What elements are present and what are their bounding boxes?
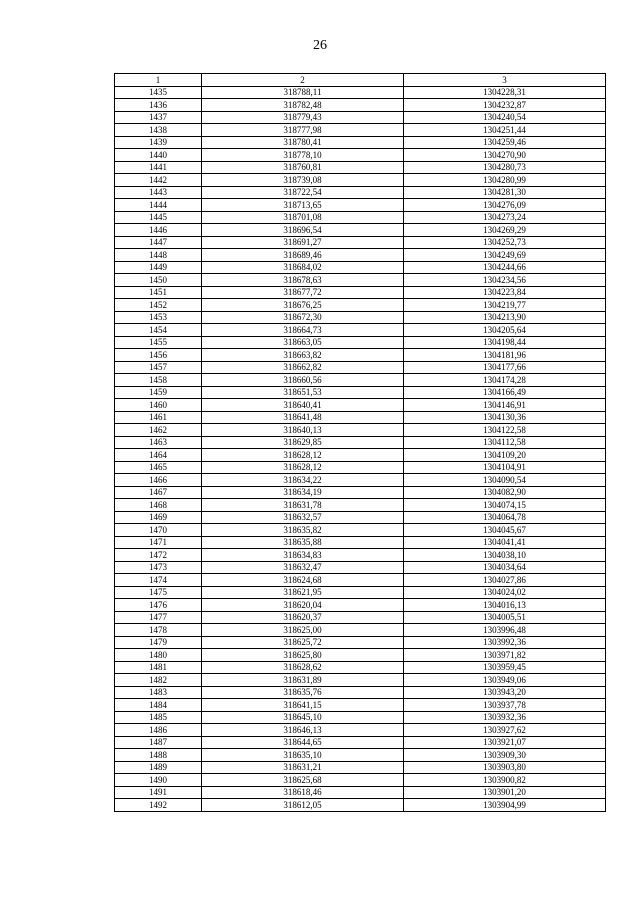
- table-cell: 1304198,44: [404, 336, 606, 349]
- table-cell: 1304104,91: [404, 461, 606, 474]
- table-cell: 318634,19: [202, 486, 404, 499]
- table-row: [115, 786, 606, 799]
- table-row: [115, 186, 606, 199]
- table-cell: 1304280,99: [404, 174, 606, 187]
- table-cell: 318778,10: [202, 149, 404, 162]
- table-cell: 318701,08: [202, 211, 404, 224]
- table-cell: 318689,46: [202, 249, 404, 262]
- table-cell: 318634,22: [202, 474, 404, 487]
- table-cell: 318628,12: [202, 461, 404, 474]
- table-cell: 318625,72: [202, 636, 404, 649]
- table-cell: 318641,48: [202, 411, 404, 424]
- table-cell: 1303949,06: [404, 674, 606, 687]
- table-cell: 1473: [115, 561, 202, 574]
- table-cell: 318628,12: [202, 449, 404, 462]
- table-cell: 1303901,20: [404, 786, 606, 799]
- table-cell: 1304219,77: [404, 299, 606, 312]
- table-cell: 1304074,15: [404, 499, 606, 512]
- table-row: [115, 261, 606, 274]
- table-row: [115, 724, 606, 737]
- table-row: [115, 336, 606, 349]
- table-cell: 318646,13: [202, 724, 404, 737]
- table-cell: 1304130,36: [404, 411, 606, 424]
- table-row: [115, 736, 606, 749]
- table-cell: 1304064,78: [404, 511, 606, 524]
- table-row: [115, 611, 606, 624]
- table-row: [115, 411, 606, 424]
- table-row: [115, 374, 606, 387]
- table-cell: 318640,41: [202, 399, 404, 412]
- table-cell: 318635,76: [202, 686, 404, 699]
- table-row: [115, 499, 606, 512]
- table-cell: 318631,21: [202, 761, 404, 774]
- table-cell: 1464: [115, 449, 202, 462]
- table-row: [115, 474, 606, 487]
- table-cell: 1303900,82: [404, 774, 606, 787]
- table-cell: 318625,00: [202, 624, 404, 637]
- table-cell: 1445: [115, 211, 202, 224]
- table-cell: 1472: [115, 549, 202, 562]
- table-cell: 1459: [115, 386, 202, 399]
- table-row: [115, 524, 606, 537]
- table-cell: 318612,05: [202, 799, 404, 812]
- table-cell: 1439: [115, 136, 202, 149]
- table-row: [115, 686, 606, 699]
- table-row: [115, 774, 606, 787]
- table-cell: 1437: [115, 111, 202, 124]
- table-cell: 1304166,49: [404, 386, 606, 399]
- table-cell: 318677,72: [202, 286, 404, 299]
- table-cell: 1486: [115, 724, 202, 737]
- table-header: [115, 74, 606, 87]
- table-cell: 1304016,13: [404, 599, 606, 612]
- table-cell: 1476: [115, 599, 202, 612]
- table-cell: 1455: [115, 336, 202, 349]
- table-cell: 318621,95: [202, 586, 404, 599]
- table-cell: 318628,62: [202, 661, 404, 674]
- table-row: [115, 649, 606, 662]
- table-cell: 1304174,28: [404, 374, 606, 387]
- table-cell: 1304223,84: [404, 286, 606, 299]
- table-cell: 1303992,36: [404, 636, 606, 649]
- table-cell: 1304177,66: [404, 361, 606, 374]
- table-cell: 318632,47: [202, 561, 404, 574]
- table-cell: 1447: [115, 236, 202, 249]
- table-cell: 1491: [115, 786, 202, 799]
- table-row: [115, 749, 606, 762]
- table-cell: 1304232,87: [404, 99, 606, 112]
- table-cell: 1488: [115, 749, 202, 762]
- table-cell: 318634,83: [202, 549, 404, 562]
- table-cell: 1462: [115, 424, 202, 437]
- table-row: [115, 436, 606, 449]
- table-cell: 1451: [115, 286, 202, 299]
- table-cell: 318635,88: [202, 536, 404, 549]
- table-cell: 1450: [115, 274, 202, 287]
- table-cell: 1304112,58: [404, 436, 606, 449]
- table-cell: 318644,65: [202, 736, 404, 749]
- table-cell: 1304281,30: [404, 186, 606, 199]
- table-cell: 1303959,45: [404, 661, 606, 674]
- table-cell: 1474: [115, 574, 202, 587]
- table-row: [115, 349, 606, 362]
- table-cell: 1457: [115, 361, 202, 374]
- table-cell: 318788,11: [202, 86, 404, 99]
- table-cell: 318777,98: [202, 124, 404, 137]
- table-row: [115, 549, 606, 562]
- page-number: 26: [313, 38, 327, 53]
- table-row: [115, 299, 606, 312]
- table-cell: 318684,02: [202, 261, 404, 274]
- table-cell: 1489: [115, 761, 202, 774]
- table-row: [115, 99, 606, 112]
- table-cell: 318640,13: [202, 424, 404, 437]
- table-row: [115, 561, 606, 574]
- table-row: [115, 449, 606, 462]
- table-cell: 318739,08: [202, 174, 404, 187]
- table-cell: 1303927,62: [404, 724, 606, 737]
- table-row: [115, 361, 606, 374]
- table-cell: 1303937,78: [404, 699, 606, 712]
- table-cell: 1460: [115, 399, 202, 412]
- table-cell: 1303932,36: [404, 711, 606, 724]
- table-cell: 1487: [115, 736, 202, 749]
- header-row: [115, 74, 606, 87]
- table-row: [115, 711, 606, 724]
- table-row: [115, 586, 606, 599]
- table-row: [115, 624, 606, 637]
- table-row: [115, 424, 606, 437]
- table-cell: 1467: [115, 486, 202, 499]
- table-cell: 318629,85: [202, 436, 404, 449]
- header-cell-2: 2: [202, 74, 404, 87]
- table-cell: 1304280,73: [404, 161, 606, 174]
- table-cell: 318672,30: [202, 311, 404, 324]
- table-row: [115, 149, 606, 162]
- table-cell: 1304045,67: [404, 524, 606, 537]
- table-cell: 1441: [115, 161, 202, 174]
- table-cell: 1465: [115, 461, 202, 474]
- table-row: [115, 574, 606, 587]
- table-row: [115, 199, 606, 212]
- table-cell: 1304122,58: [404, 424, 606, 437]
- table-cell: 1446: [115, 224, 202, 237]
- table-row: [115, 636, 606, 649]
- table-cell: 1304034,64: [404, 561, 606, 574]
- table-row: [115, 211, 606, 224]
- table-cell: 1481: [115, 661, 202, 674]
- table-row: [115, 324, 606, 337]
- table-cell: 1484: [115, 699, 202, 712]
- table-cell: 318676,25: [202, 299, 404, 312]
- table-cell: 318631,89: [202, 674, 404, 687]
- table-row: [115, 761, 606, 774]
- table-row: [115, 161, 606, 174]
- table-cell: 318641,15: [202, 699, 404, 712]
- table-cell: 1452: [115, 299, 202, 312]
- table-cell: 318651,53: [202, 386, 404, 399]
- table-row: [115, 536, 606, 549]
- table-cell: 1456: [115, 349, 202, 362]
- table-cell: 1453: [115, 311, 202, 324]
- table-cell: 1480: [115, 649, 202, 662]
- table-row: [115, 399, 606, 412]
- table-row: [115, 386, 606, 399]
- table-cell: 1304251,44: [404, 124, 606, 137]
- table-cell: 1469: [115, 511, 202, 524]
- table-cell: 318618,46: [202, 786, 404, 799]
- table-cell: 1471: [115, 536, 202, 549]
- table-cell: 318632,57: [202, 511, 404, 524]
- table-cell: 318662,82: [202, 361, 404, 374]
- table-row: [115, 461, 606, 474]
- table-cell: 1304252,73: [404, 236, 606, 249]
- table-row: [115, 599, 606, 612]
- table-cell: 1303921,07: [404, 736, 606, 749]
- table-cell: 318645,10: [202, 711, 404, 724]
- table-cell: 318635,10: [202, 749, 404, 762]
- table-row: [115, 124, 606, 137]
- table-cell: 1304270,90: [404, 149, 606, 162]
- table-cell: 1458: [115, 374, 202, 387]
- table-cell: 1448: [115, 249, 202, 262]
- table-cell: 1463: [115, 436, 202, 449]
- table-row: [115, 661, 606, 674]
- coordinates-table: [114, 73, 606, 812]
- table-cell: 1304273,24: [404, 211, 606, 224]
- table-cell: 1461: [115, 411, 202, 424]
- table-cell: 1303909,30: [404, 749, 606, 762]
- table-row: [115, 236, 606, 249]
- table-cell: 318691,27: [202, 236, 404, 249]
- table-cell: 318620,04: [202, 599, 404, 612]
- table-cell: 1304027,86: [404, 574, 606, 587]
- table-row: [115, 111, 606, 124]
- header-cell-3: 3: [404, 74, 606, 87]
- table-cell: 1435: [115, 86, 202, 99]
- table-cell: 1483: [115, 686, 202, 699]
- table-cell: 1482: [115, 674, 202, 687]
- table-row: [115, 174, 606, 187]
- table-cell: 318624,68: [202, 574, 404, 587]
- table-cell: 1479: [115, 636, 202, 649]
- table-cell: 318663,05: [202, 336, 404, 349]
- table-cell: 1304181,96: [404, 349, 606, 362]
- table-cell: 1304269,29: [404, 224, 606, 237]
- table-cell: 318631,78: [202, 499, 404, 512]
- table-cell: 1304146,91: [404, 399, 606, 412]
- table-cell: 1303996,48: [404, 624, 606, 637]
- table-body: [115, 86, 606, 811]
- table-row: [115, 224, 606, 237]
- table-cell: 1304041,41: [404, 536, 606, 549]
- table-cell: 1485: [115, 711, 202, 724]
- table-cell: 318625,80: [202, 649, 404, 662]
- table-row: [115, 674, 606, 687]
- table-row: [115, 799, 606, 812]
- table-cell: 318696,54: [202, 224, 404, 237]
- table-row: [115, 86, 606, 99]
- table-cell: 1304234,56: [404, 274, 606, 287]
- table-cell: 1442: [115, 174, 202, 187]
- table-row: [115, 136, 606, 149]
- table-cell: 1470: [115, 524, 202, 537]
- table-cell: 1475: [115, 586, 202, 599]
- table-cell: 1304244,66: [404, 261, 606, 274]
- table-cell: 1304213,90: [404, 311, 606, 324]
- table-cell: 1440: [115, 149, 202, 162]
- table-cell: 1304249,69: [404, 249, 606, 262]
- table-cell: 1304228,31: [404, 86, 606, 99]
- table-cell: 318779,43: [202, 111, 404, 124]
- table-row: [115, 286, 606, 299]
- table-cell: 1304109,20: [404, 449, 606, 462]
- table-cell: 1478: [115, 624, 202, 637]
- table-cell: 318760,81: [202, 161, 404, 174]
- table-cell: 1304205,64: [404, 324, 606, 337]
- table-cell: 1438: [115, 124, 202, 137]
- table-cell: 1304276,09: [404, 199, 606, 212]
- table-cell: 1303904,99: [404, 799, 606, 812]
- table-cell: 1454: [115, 324, 202, 337]
- table-cell: 1303943,20: [404, 686, 606, 699]
- table-cell: 1304240,54: [404, 111, 606, 124]
- table-cell: 318713,65: [202, 199, 404, 212]
- table-row: [115, 511, 606, 524]
- table-cell: 1436: [115, 99, 202, 112]
- table-cell: 1304024,02: [404, 586, 606, 599]
- table-cell: 318780,41: [202, 136, 404, 149]
- table-cell: 318722,54: [202, 186, 404, 199]
- table-cell: 318625,68: [202, 774, 404, 787]
- table-cell: 1449: [115, 261, 202, 274]
- table-cell: 1303903,80: [404, 761, 606, 774]
- table-row: [115, 699, 606, 712]
- table-cell: 1304259,46: [404, 136, 606, 149]
- table-cell: 318635,82: [202, 524, 404, 537]
- table-row: [115, 486, 606, 499]
- table-cell: 1492: [115, 799, 202, 812]
- table-cell: 318663,82: [202, 349, 404, 362]
- table-cell: 318678,63: [202, 274, 404, 287]
- table-cell: 1443: [115, 186, 202, 199]
- table-cell: 1303971,82: [404, 649, 606, 662]
- table-cell: 1468: [115, 499, 202, 512]
- table-cell: 1444: [115, 199, 202, 212]
- table-cell: 1304005,51: [404, 611, 606, 624]
- table-cell: 1304090,54: [404, 474, 606, 487]
- table-cell: 1304082,90: [404, 486, 606, 499]
- table-cell: 318660,56: [202, 374, 404, 387]
- table-cell: 1304038,10: [404, 549, 606, 562]
- table-row: [115, 274, 606, 287]
- table-row: [115, 249, 606, 262]
- table-cell: 1477: [115, 611, 202, 624]
- table-cell: 318620,37: [202, 611, 404, 624]
- table-cell: 318664,73: [202, 324, 404, 337]
- table-cell: 1466: [115, 474, 202, 487]
- table-cell: 318782,48: [202, 99, 404, 112]
- table-row: [115, 311, 606, 324]
- table-cell: 1490: [115, 774, 202, 787]
- header-cell-1: 1: [115, 74, 202, 87]
